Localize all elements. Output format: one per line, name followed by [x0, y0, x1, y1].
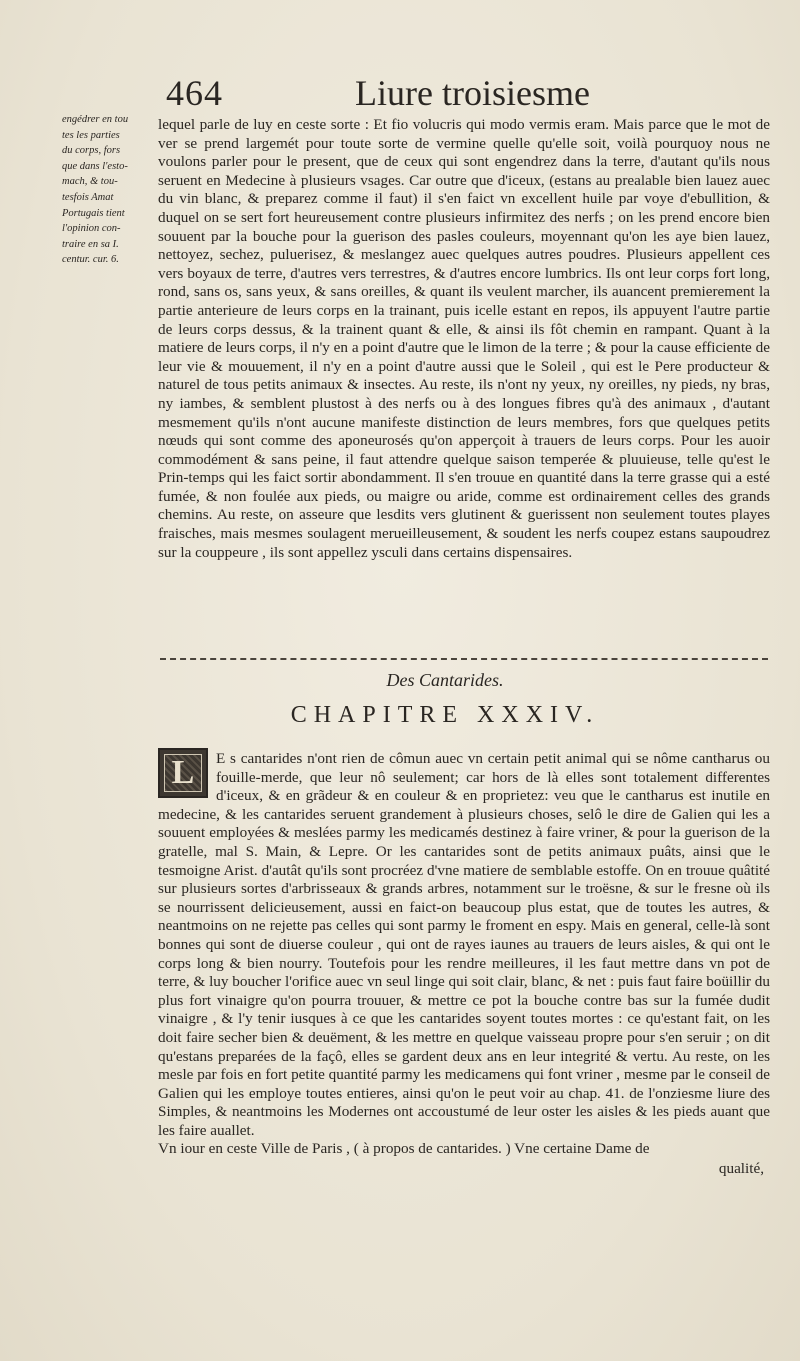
margin-note-line: engédrer en tou [62, 114, 129, 125]
body-text [158, 116, 770, 562]
chapter-title: CHAPITRE XXXIV. [290, 702, 600, 728]
section-title: Des Cantarides. [386, 670, 504, 690]
page-number: 464 [166, 73, 223, 113]
margin-note-line: que dans l'esto- [62, 160, 128, 172]
margin-note-line: l'opinion con- [62, 223, 121, 235]
margin-note-line: tesfois Amat [62, 191, 114, 203]
chapter-text [158, 750, 770, 1159]
margin-note-line: tes les parties [62, 129, 120, 141]
chapter-paragraph-2: Vn iour en ceste Ville de Paris , ( à propos de cantarides. ) Vne certaine Dame de [158, 1140, 650, 1158]
margin-note-line: traire en sa I. [62, 238, 119, 250]
section-divider [160, 658, 768, 660]
drop-cap-letter: L [171, 754, 195, 791]
margin-note-line: mach, & tou- [62, 176, 118, 188]
body-paragraph: lequel parle de luy en ceste sorte : Et fio volucris qui modo vermis eram. Mais parce que le mot de ver se prend largemét pour toute sorte de vermine quelle qu'elle soit, voilà pourquoy nous ne voulons parler pour le present, que de ceux qui sont engendrez dans la terre, d'autant qu'ils nous seruent en Medecine à plusieurs vsages. Car outre que d'iceux, (estans au prealable bien lauez auec du vin blanc, & preparez comme il faut) il s'en faict vn excellent huile par voye d'ebullition, & duquel on se sert fort heureusement contre plusieurs infirmitez des nerfs ; on les prend encore bien souuent par la bouche pour la guerison des pasles couleurs, moyennant qu'on les aye bien lauez, nettoyez, sechez, puluerisez, & meslangez auec quelques autres poudres. Plusieurs appellent ces vers boyaux de terre, d'autres vers terrestres, & d'autres encore lumbrics. Ils ont leur corps fort long, rond, sans os, sans yeux, & sans oreilles, & quant ils veulent marcher, ils auancent premierement la partie anterieure de leurs corps en la trainant, puis icelle estant en repos, ils appuyent l'autre partie de leurs corps dessus, & la trainent quant & elle, & ainsi ils fôt chemin en rampant. Quant à la matiere de leurs corps, il n'y en a point d'autre que le limon de la terre ; & pour la cause efficiente de leur vie & mouuement, il n'y en a point d'autre aussi que le Soleil , qui est le Pere producteur & naturel de tous petits animaux & insectes. Au reste, ils n'ont ny yeux, ny oreilles, ny pieds, ny bras, ny iambes, & semblent plustost à des nerfs ou à des longues fibres qu'à des animaux , d'autant mesmement qu'ils n'ont aucune manifeste distinction de leurs membres, fors que quelques petits nœuds qui sont comme des aponeurosés qu'on apperçoit à trauers de leurs corps. Pour les auoir commodément & sans peine, il faut attendre quelque saison temperée & pluuieuse, telle qu'est le Prin-temps qui les faict sortir abondamment. Il s'en trouue en quantité dans la terre grasse qui a esté fumée, & non foulée aux pieds, ou maigre ou aride, comme est ordinairement celles des grands chemins. Au reste, on asseure que lesdits vers glutinent & guerissent non seulement toutes playes fraisches, mais mesmes soulagent merueilleusement, & soudent les nerfs coupez estans saupoudrez sur la couppeure , ils sont appellez ysculi dans certains dispensaires. [158, 116, 770, 561]
catchword: qualité, [718, 1160, 764, 1177]
margin-note-line: centur. cur. 6. [62, 254, 119, 266]
margin-note-line: Portugais tient [62, 207, 125, 219]
margin-note-line: du corps, fors [62, 145, 121, 157]
chapter-paragraph: E s cantarides n'ont rien de cômun auec vn certain petit animal qui se nôme cantharus ou fouille-merde, que leur nô seulement; car hors de là elles sont totalement differentes d'iceux, & en grãdeur & en couleur & en proprietez: veu que le cantharus est inutile en medecine, & les cantarides seruent grandement à plusieurs choses, selô le dire de Galien qui les a souuent employées & meslées parmy les medicamés destinez à faire vriner, & pour la guerison de la gratelle, mal S. Main, & Lepre. Or les cantarides sont de petits animaux puâts, ainsi que le tesmoigne Arist. d'autât qu'ils sont procréez d'vne matiere de semblable estoffe. On en trouue quâtité sur plusieurs sortes d'arbrisseaux & grands arbres, notamment sur le troësne, & sur le fresne où ils se nourrissent delicieusement, aussi en faict-on beaucoup plus estat, que de toutes les autres, & neantmoins on ne rejette pas celles qui sont parmy le froment en espy. Mais en general, celle-là sont bonnes qui sont de diuerse couleur , qui ont de rayes iaunes au trauers de leurs aisles, & qui ont le corps long & bien nourry. Toutefois pour les rendre meilleures, il les faut mettre dans vn pot de terre, & luy boucher l'orifice auec vn seul linge qui soit clair, blanc, & net : puis faut faire boüillir du plus fort vinaigre qu'on pourra trouuer, & mettre ce pot la bouche contre bas sur la fumée dudit vinaigre , & l'y tenir iusques à ce que les cantarides soyent toutes mortes : ce qu'estant fait, on les doit faire secher bien & deuëment, & les mettre en quelque vaisseau propre pour s'en seruir ; on dit qu'estans preparées de la façô, elles se gardent deux ans en leur integrité & vertu. Au reste, on les mesle par fois en fort petite quantité parmy les medicamens qui font vriner , mesme par le conseil de Galien qui les employe toutes entieres, ainsi qu'on le peut voir au chap. 41. de l'onziesme liure des Simples, & neantmoins les Modernes ont accoustumé de leur oster les aisles & les pieds auant que les faire auallet. [158, 750, 770, 1139]
margin-note [62, 112, 152, 268]
running-head: Liure troisiesme [355, 73, 590, 113]
